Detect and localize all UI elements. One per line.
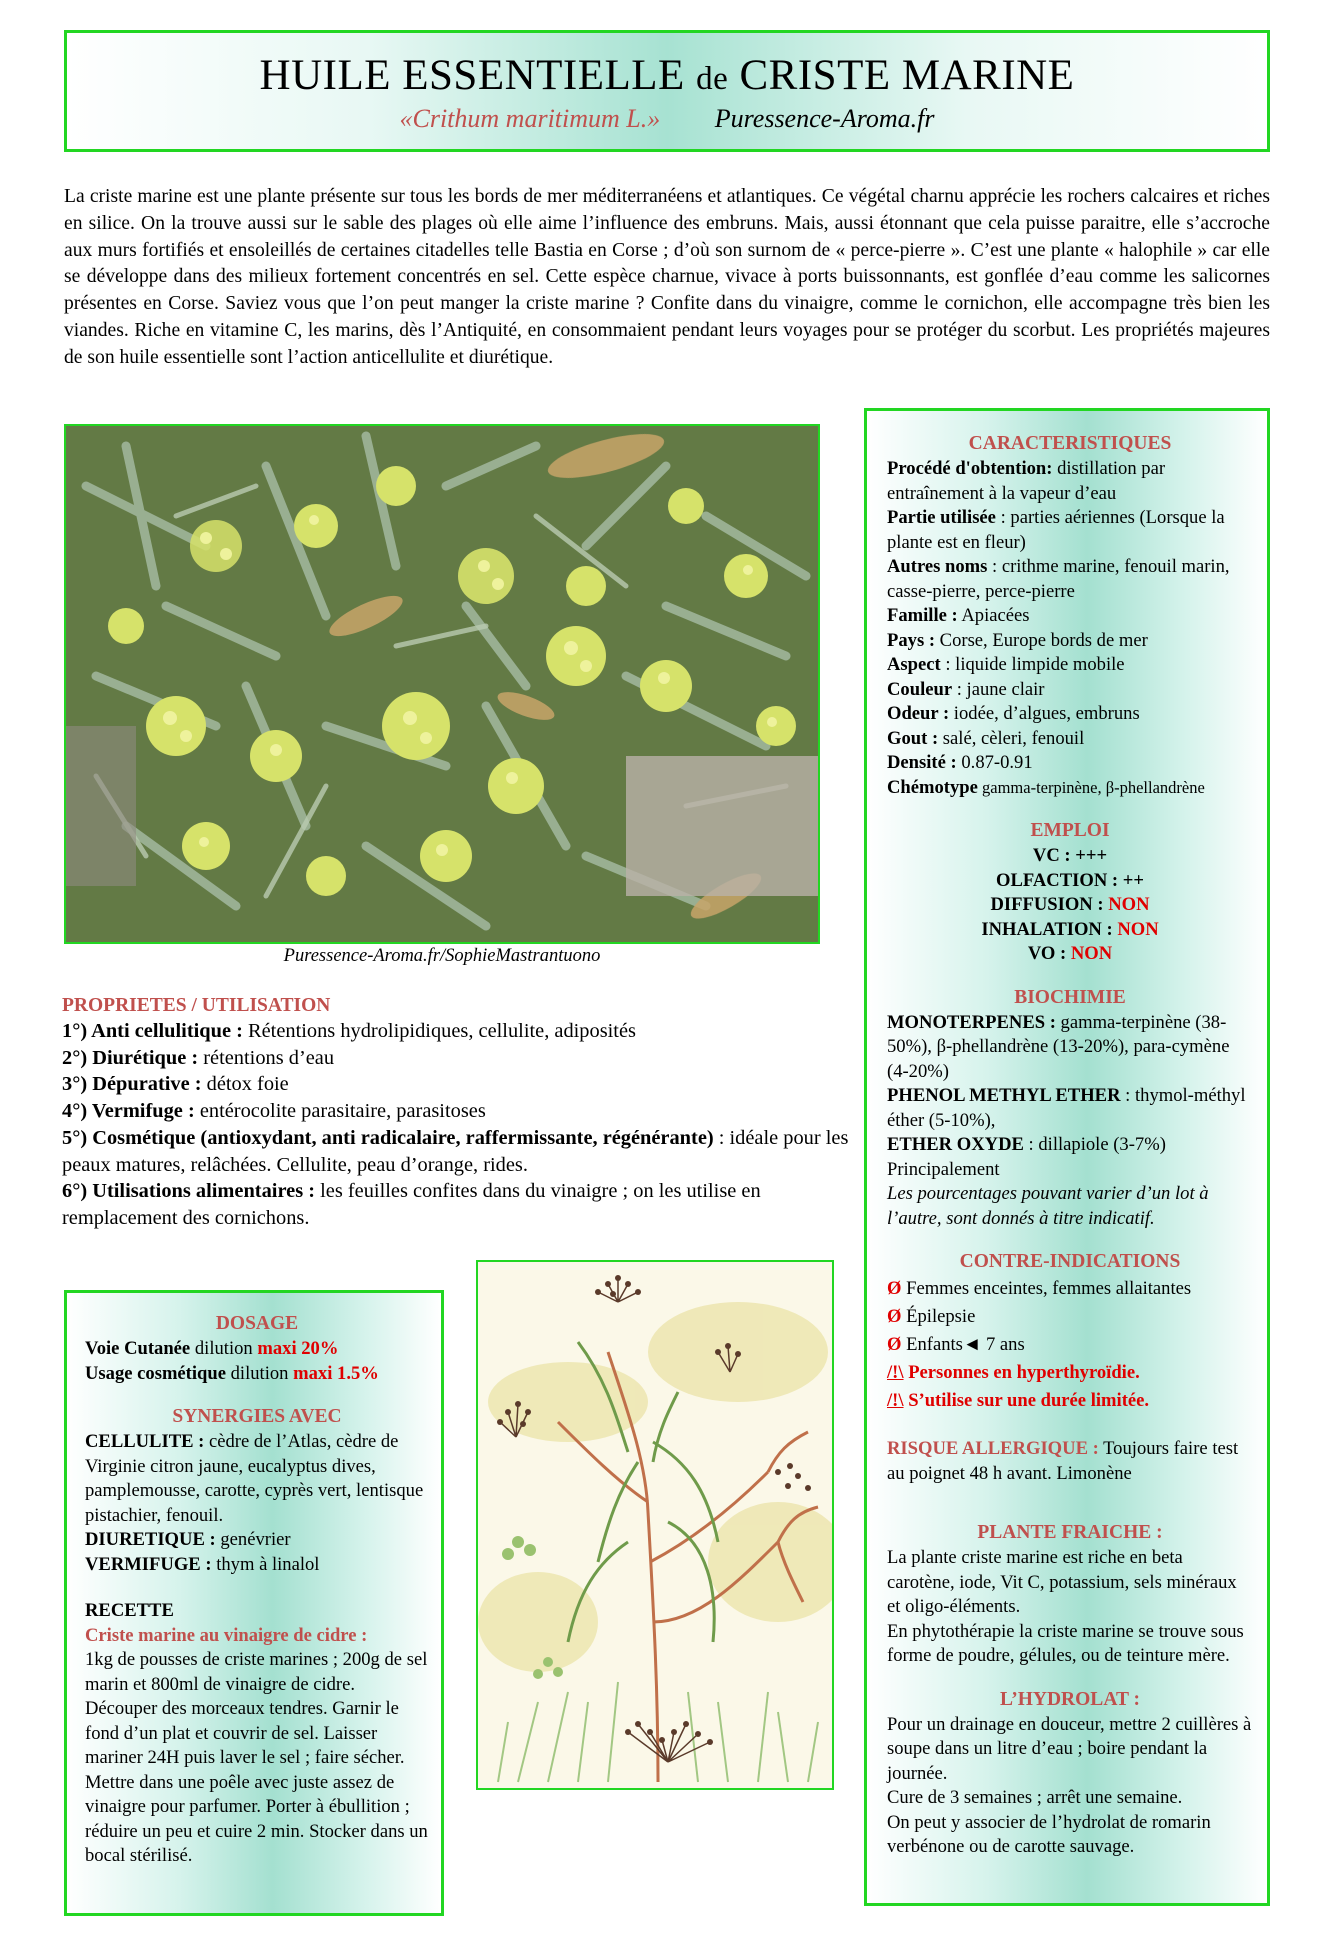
biochimie-list	[887, 1011, 1253, 1232]
proprietes-item: 4°) Vermifuge : entérocolite parasitaire, parasitoses	[62, 1100, 486, 1123]
contre-indications-title: CONTRE-INDICATIONS	[959, 1251, 1181, 1272]
plante-fraiche-text: La plante criste marine est riche en beta carotène, iode, Vit C, potassium, sels minéraux et oligo-éléments. En phytothérapie la criste marine se trouve sous forme de poudre, gélules, ou de teinture mère.	[887, 1547, 1244, 1666]
warning-item: /!\ Personnes en hyperthyroïdie.	[887, 1362, 1140, 1383]
caracteristique-row: Procédé d'obtention: distillation par entraînement à la vapeur d’eau	[887, 458, 1166, 504]
biochimie-row: MONOTERPENES : gamma-terpinène (38-50%), β-phellandrène (13-20%), para-cymène (4-20%)	[887, 1011, 1230, 1082]
synergie-row: VERMIFUGE : thym à linalol	[85, 1553, 320, 1575]
synergies-list	[85, 1430, 429, 1577]
warning-item: /!\ S’utilise sur une durée limitée.	[887, 1390, 1150, 1411]
emploi-list	[887, 844, 1253, 967]
caracteristiques-title: CARACTERISTIQUES	[968, 433, 1172, 454]
biochimie-row: PHENOL METHYL ETHER : thymol-méthyl éther (5-10%),	[887, 1085, 1246, 1131]
caracteristique-row: Autres noms : crithme marine, fenouil marin, casse-pierre, perce-pierre	[887, 556, 1230, 602]
proprietes-item: 3°) Dépurative : détox foie	[62, 1073, 289, 1096]
caracteristique-row: Partie utilisée : parties aériennes (Lorsque la plante est en fleur)	[887, 507, 1225, 553]
plant-illustration	[476, 1260, 834, 1790]
plant-photo	[64, 424, 820, 944]
recette-section	[85, 1599, 429, 1869]
proprietes-item: 2°) Diurétique : rétentions d’eau	[62, 1046, 335, 1069]
contre-indication-item: Ø Femmes enceintes, femmes allaitantes	[887, 1278, 1192, 1299]
emploi-row: DIFFUSION : NON	[990, 894, 1150, 915]
caracteristique-row: Densité : 0.87-0.91	[887, 752, 1033, 773]
dosage-list	[85, 1337, 429, 1386]
emploi-row: INHALATION : NON	[981, 918, 1159, 940]
hydrolat-text: Pour un drainage en douceur, mettre 2 cuillères à soupe dans un litre d’eau ; boire pendant la journée. Cure de 3 semaines ; arrêt une semaine. On peut y associer de l’hydrolat de romarin verbénone ou de carotte sauvage.	[887, 1713, 1252, 1857]
plante-fraiche-title: PLANTE FRAICHE :	[977, 1522, 1163, 1543]
hydrolat-title: L’HYDROLAT :	[1000, 1688, 1140, 1710]
forbidden-icon: Ø	[887, 1278, 902, 1299]
emploi-title: EMPLOI	[1030, 820, 1110, 841]
caracteristique-row: Famille : Apiacées	[887, 605, 1030, 626]
contre-indication-item: Ø Épilepsie	[887, 1306, 976, 1327]
intro-paragraph: La criste marine est une plante présente sur tous les bords de mer méditerranéens et atlantiques. Ce végétal charnu apprécie les rochers calcaires et riches en silice. On la trouve aussi sur le sable des plages où elle aime l’influence des embruns. Mais, aussi étonnant que cela puisse paraitre, elle s’accroche aux murs fortifiés et ensoleillés de certaines citadelles telle Bastia en Corse ; d’où son surnom de « perce-pierre ». C’est une plante « halophile » car elle se développe dans des milieux fortement concentrés en sel. Cette espèce charnue, vivace à ports buissonnants, est gonflée d’eau comme les salicornes présentes en Corse. Saviez vous que l’on peut manger la criste marine ? Confite dans du vinaigre, comme le cornichon, elle accompagne très bien les viandes. Riche en vitamine C, les marins, dès l’Antiquité, en consommaient pendant leurs voyages pour se protéger du scorbut. Les propriétés majeures de son huile essentielle sont l’action anticellulite et diurétique.	[64, 186, 1270, 368]
forbidden-icon: Ø	[887, 1306, 902, 1327]
contre-indications-list	[887, 1275, 1253, 1415]
dosage-row: Voie Cutanée dilution maxi 20%	[85, 1338, 339, 1359]
risque-allergique: RISQUE ALLERGIQUE : Toujours faire test au poignet 48 h avant. Limonène	[887, 1438, 1239, 1484]
forbidden-icon: Ø	[887, 1334, 902, 1355]
plant-drawing	[478, 1262, 834, 1790]
site-name: Puressence-Aroma.fr	[714, 104, 935, 133]
emploi-row: VC : +++	[1032, 845, 1108, 866]
recette-title: RECETTE	[85, 1600, 174, 1621]
biochimie-row: ETHER OXYDE : dillapiole (3-7%) Principalement	[887, 1134, 1166, 1180]
synergie-row: DIURETIQUE : genévrier	[85, 1529, 291, 1550]
header-banner	[64, 30, 1270, 152]
caracteristique-row: Gout : salé, cèleri, fenouil	[887, 727, 1085, 749]
dosage-panel	[64, 1290, 444, 1916]
warning-icon: /!\	[887, 1362, 904, 1383]
biochimie-note: Les pourcentages pouvant varier d’un lot à l’autre, sont donnés à titre indicatif.	[887, 1183, 1209, 1229]
dosage-title: DOSAGE	[215, 1313, 299, 1334]
proprietes-section	[62, 994, 852, 1232]
proprietes-item: 5°) Cosmétique (antioxydant, anti radicalaire, raffermissante, régénérante) : idéale pour les peaux matures, relâchées. Cellulite, peau d’orange, rides.	[62, 1126, 849, 1176]
page-subtitle	[67, 104, 1267, 134]
caracteristique-row: Aspect : liquide limpide mobile	[887, 654, 1125, 675]
caracteristique-row: Pays : Corse, Europe bords de mer	[887, 629, 1148, 651]
recette-subtitle: Criste marine au vinaigre de cidre :	[85, 1624, 368, 1646]
emploi-row: OLFACTION : ++	[996, 869, 1144, 891]
synergies-title: SYNERGIES AVEC	[172, 1406, 342, 1427]
caracteristiques-list	[887, 457, 1253, 800]
dosage-row: Usage cosmétique dilution maxi 1.5%	[85, 1362, 379, 1384]
caracteristique-row: Couleur : jaune clair	[887, 678, 1045, 700]
latin-name: «Crithum maritimum L.»	[399, 104, 661, 133]
warning-icon: /!\	[887, 1390, 904, 1411]
emploi-row: VO : NON	[1027, 943, 1113, 964]
contre-indication-item: Ø Enfants◄ 7 ans	[887, 1334, 1025, 1355]
page-title: HUILE ESSENTIELLE de CRISTE MARINE	[259, 52, 1075, 99]
characteristics-panel	[864, 408, 1270, 1906]
synergie-row: CELLULITE : cèdre de l’Atlas, cèdre de Virginie citron jaune, eucalyptus dives, pamplemousse, carotte, cyprès vert, lentisque pistachier, fenouil.	[85, 1431, 424, 1526]
recette-text: 1kg de pousses de criste marines ; 200g de sel marin et 800ml de vinaigre de cidre. Découper des morceaux tendres. Garnir le fond d’un plat et couvrir de sel. Laisser mariner 24H puis laver le sel ; faire sécher. Mettre dans une poêle avec juste assez de vinaigre pour parfumer. Porter à ébullition ; réduire un peu et cuire 2 min. Stocker dans un bocal stérilisé.	[85, 1649, 428, 1866]
caracteristique-row: Odeur : iodée, d’algues, embruns	[887, 703, 1140, 724]
biochimie-title: BIOCHIMIE	[1014, 986, 1126, 1008]
chemotype-row: Chémotype gamma-terpinène, β-phellandrène	[887, 776, 1205, 798]
proprietes-title: PROPRIETES / UTILISATION	[62, 995, 331, 1016]
plant-photo-illustration	[66, 426, 820, 944]
photo-caption: Puressence-Aroma.fr/SophieMastrantuono	[283, 946, 601, 966]
proprietes-item: 6°) Utilisations alimentaires : les feuilles confites dans du vinaigre ; on les utilise en remplacement des cornichons.	[62, 1180, 761, 1229]
proprietes-item: 1°) Anti cellulitique : Rétentions hydrolipidiques, cellulite, adiposités	[62, 1020, 636, 1042]
